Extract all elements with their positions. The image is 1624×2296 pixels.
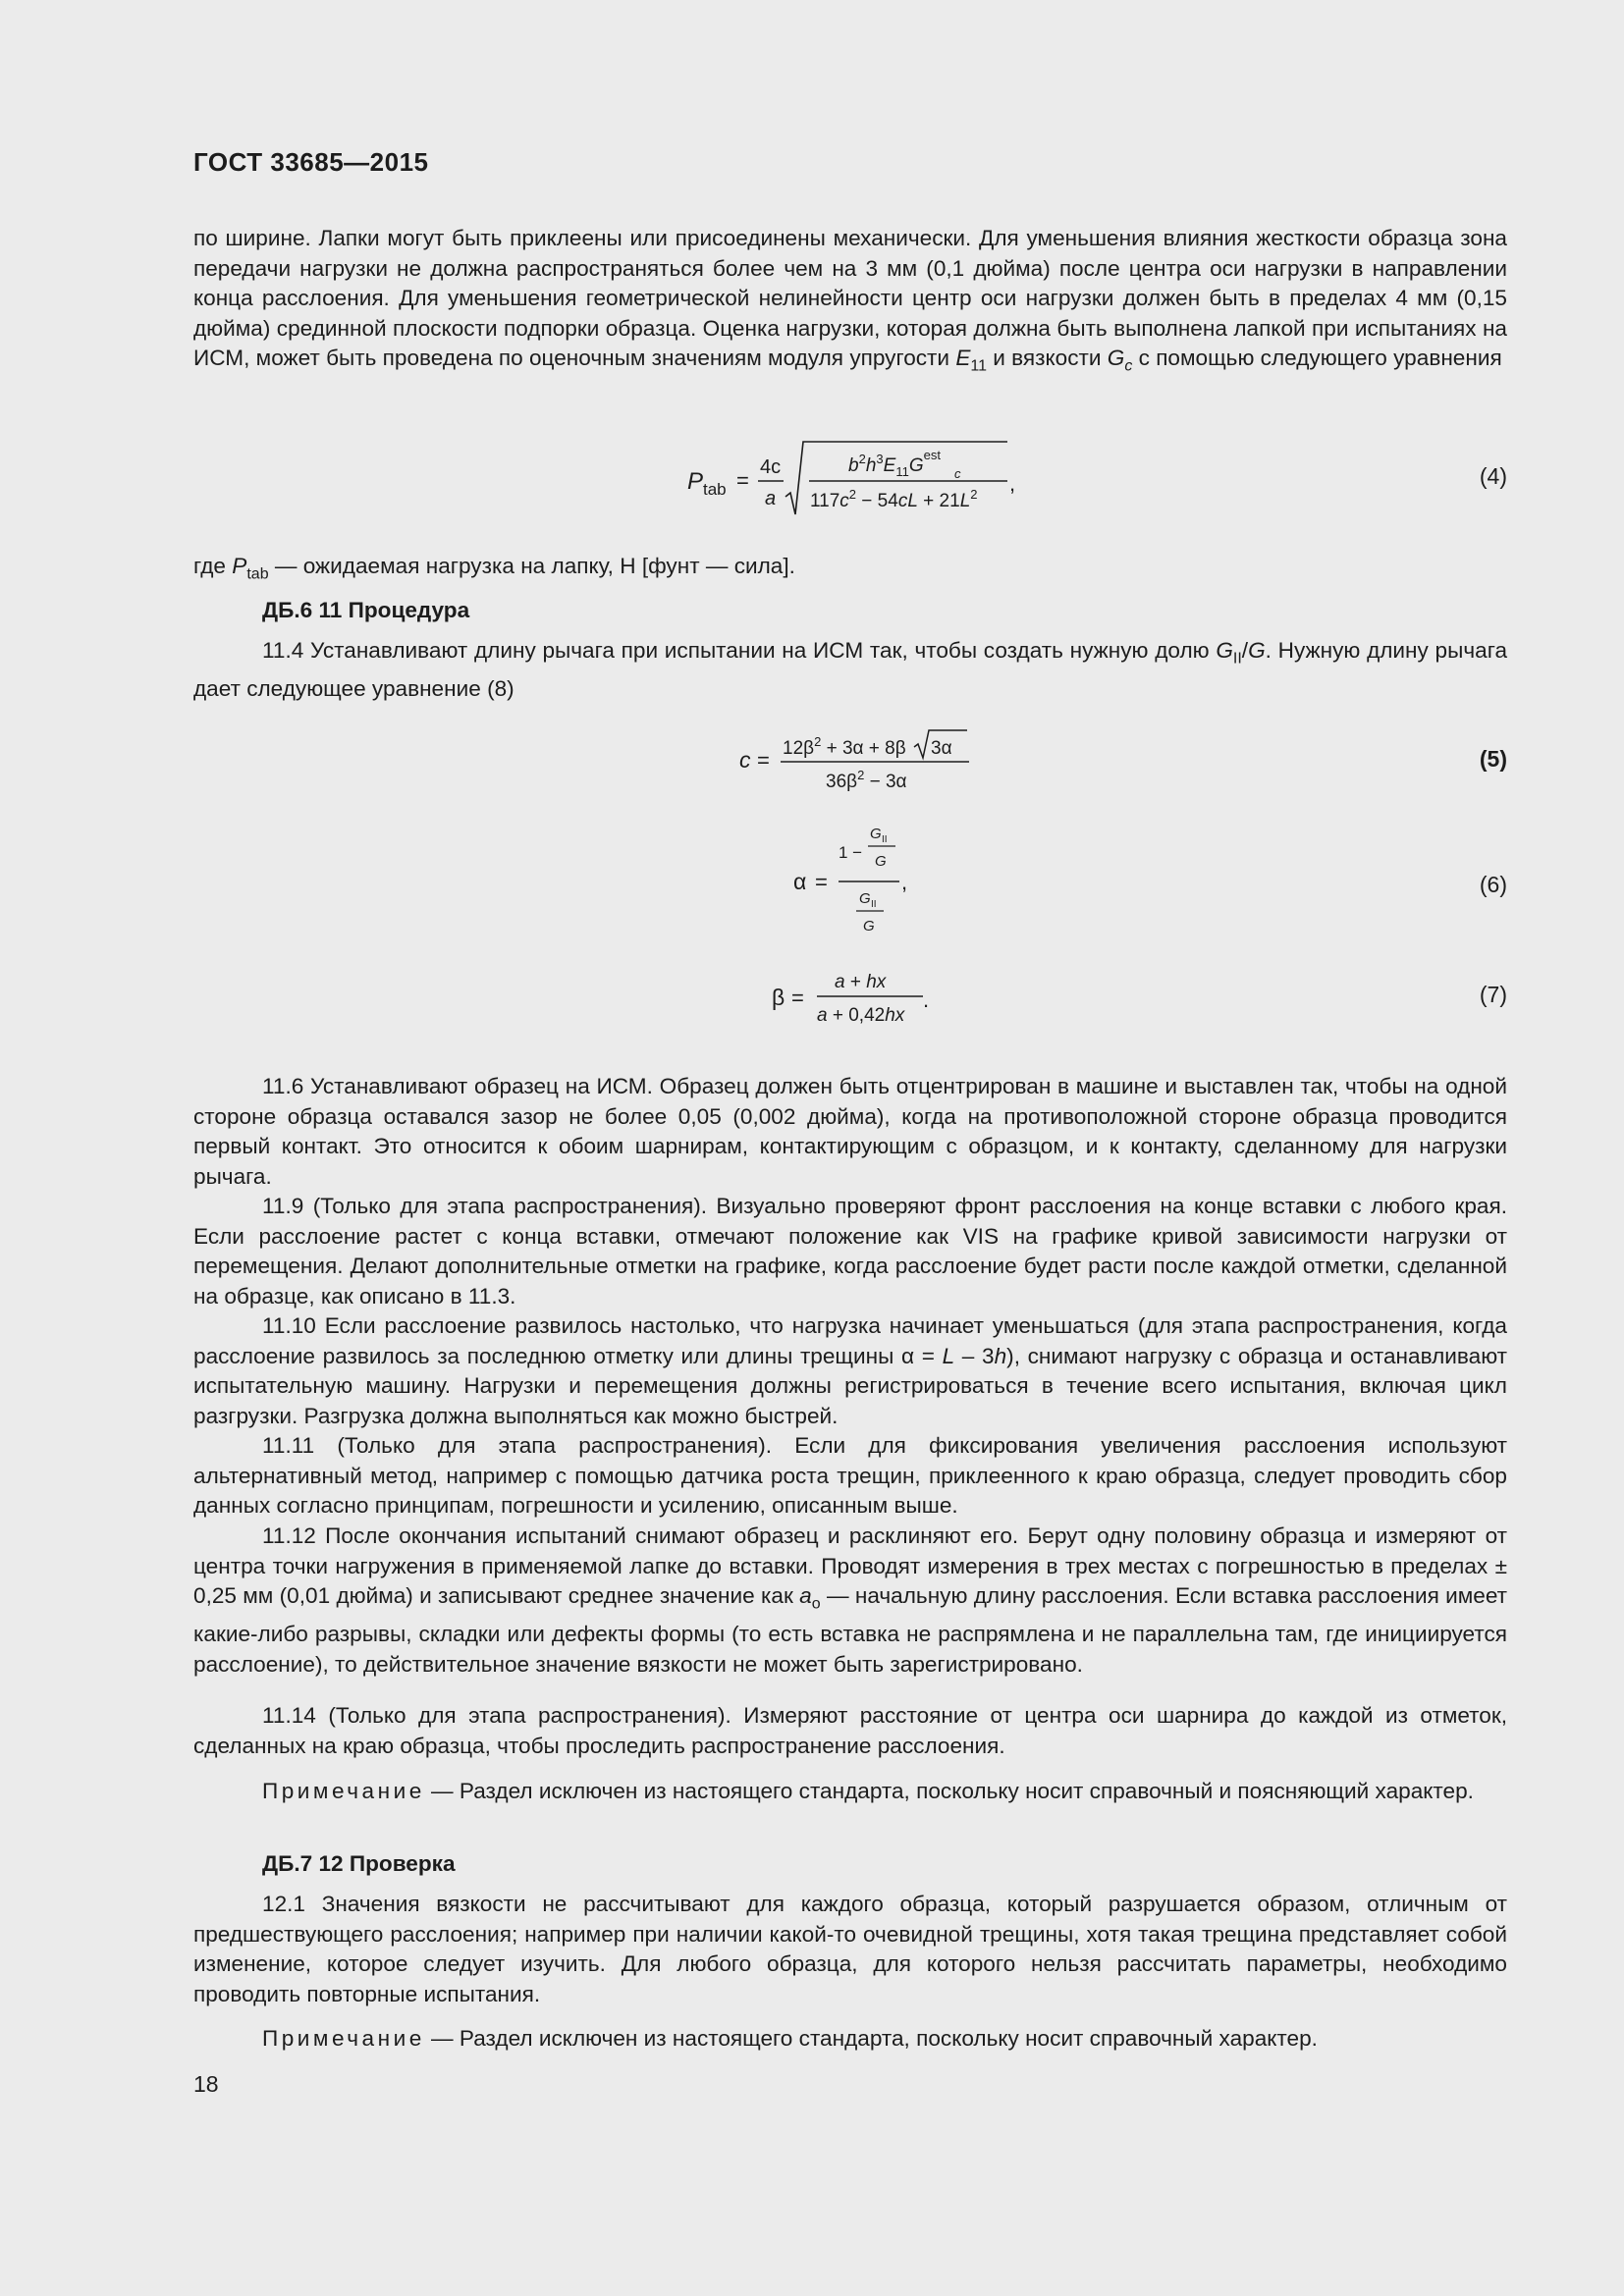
equation-7-number: (7) (1479, 982, 1507, 1007)
svg-text:G: G (875, 853, 887, 870)
svg-text:II: II (871, 899, 877, 910)
equation-4-number: (4) (1479, 463, 1507, 489)
equation-6 (785, 821, 923, 948)
svg-text:G: G (863, 918, 875, 934)
paragraph-11-14: 11.14 (Только для этапа распространения). Измеряют расстояние от центра оси шарнира до каждой из отметок, сделанных на краю образца, чтобы проследить распространение расслоения. (193, 1703, 1507, 1758)
paragraph-11-4: 11.4 Устанавливают длину рычага при испытании на ИСМ так, чтобы создать нужную долю $G_{II}/G$. Нужную длину рычага дает следующее уравнение (8) (193, 638, 1508, 702)
svg-text:.: . (923, 988, 930, 1012)
svg-text:=: = (736, 468, 749, 493)
svg-text:II: II (882, 834, 888, 845)
svg-text:36β2 − 3α: $36\beta^2 - 3\alpha$ (826, 768, 907, 792)
note-verification: Примечание — Раздел исключен из настоящего стандарта, поскольку носит справочный характер. (262, 2026, 1318, 2051)
equation-5 (731, 722, 987, 801)
intro-paragraph: по ширине. Лапки могут быть приклеены или присоединены механически. Для уменьшения влияния жесткости образца зона передачи нагрузки не должна распространяться более чем на 3 мм (0,1 дюйма) после центра оси нагрузки в направлении конца расслоения. Для уменьшения геометрической нелинейности центр оси нагрузки должен быть в пределах 4 мм (0,15 дюйма) срединной плоскости подпорки образца. Оценка нагрузки, которая должна быть выполнена лапкой при испытаниях на ИСМ, может быть проведена по оценочным значениям модуля упругости $E_{11}$ и вязкости $G_c$ с помощью следующего уравнения (193, 226, 1507, 375)
page-number: 18 (193, 2071, 219, 2097)
document-header: ГОСТ 33685—2015 (193, 147, 429, 177)
paragraph-12-1: 12.1 Значения вязкости не рассчитывают для каждого образца, который разрушается образом, отличным от предшествующего расслоения; например при наличии какой-то очевидной трещины, хотя такая трещина представляет собой изменение, которое следует изучить. Для любого образца, для которого нельзя рассчитать параметры, необходимо проводить повторные испытания. (193, 1892, 1507, 2006)
svg-text:,: , (1009, 471, 1016, 496)
svg-text:G: G (870, 826, 882, 842)
svg-text:4c: 4c (760, 456, 782, 478)
svg-text:117c2 − 54cL + 21L2: $117c^2 - 54cL + 21L^2$ (810, 487, 978, 511)
paragraph-11-6: 11.6 Устанавливают образец на ИСМ. Образец должен быть отцентрирован в машине и выставлен так, чтобы на одной стороне образца оставался зазор не более 0,05 (0,002 дюйма), когда на противоположной стороне образца проводится первый контакт. Это относится к обоим шарнирам, контактирующим с образцом, и к контакту, сделанному для нагрузки рычага. (193, 1074, 1507, 1189)
svg-text:3α: 3α (931, 738, 952, 759)
equation-5-number: (5) (1479, 746, 1507, 772)
svg-text:tab: tab (703, 480, 727, 499)
svg-text:12β2 + 3α + 8β: $12\beta^2 + 3\alpha + 8\beta$ (783, 734, 906, 759)
paragraph-11-9: 11.9 (Только для этапа распространения). Визуально проверяют фронт расслоения на конце вставки с любого края. Если расслоение растет с конца вставки, отмечают положение как VIS на графике кривой зависимости нагрузки от перемещения. Делают дополнительные отметки на графике, когда расслоение будет расти после каждой отметки, сделанной на образце, как описано в 11.3. (193, 1194, 1507, 1308)
svg-text:c: c (954, 466, 961, 481)
svg-text:=: = (757, 748, 770, 773)
svg-text:1 −: 1 − (839, 843, 863, 862)
svg-text:P: P (687, 468, 704, 495)
svg-text:a + 0,42hx: a + 0,42hx (817, 1005, 905, 1026)
section-title-verification: ДБ.7 12 Проверка (262, 1851, 456, 1876)
where-clause: где $P_{tab}$ — ожидаемая нагрузка на лапку, Н [фунт — сила]. (193, 554, 795, 583)
section-title-procedure: ДБ.6 11 Процедура (262, 598, 470, 622)
svg-text:=: = (791, 986, 804, 1010)
svg-text:a + hx: a + hx (835, 972, 887, 992)
equation-4 (677, 432, 1031, 530)
paragraph-11-10: 11.10 Если расслоение развилось настолько, что нагрузка начинает уменьшаться (для этапа распространения, когда расслоение развилось за последнюю отметку или длины трещины α = L – 3h), снимают нагрузку с образца и останавливают испытательную машину. Нагрузки и перемещения должны регистрироваться в течение всего испытания, включая цикл разгрузки. Разгрузка должна выполняться как можно быстрей. (193, 1313, 1507, 1428)
svg-text:c: c (739, 747, 751, 773)
note-procedure: Примечание — Раздел исключен из настоящего стандарта, поскольку носит справочный и поясняющий характер. (262, 1779, 1474, 1803)
paragraph-11-11: 11.11 (Только для этапа распространения). Если для фиксирования увеличения расслоения используют альтернативный метод, например с помощью датчика роста трещин, приклеенного к краю образца, следует проводить сбор данных согласно принципам, погрешности и усилению, описанным выше. (193, 1433, 1507, 1519)
svg-text:b2h3E11Gest: $b^2h^3E_{11}G^{est}$ (848, 448, 941, 479)
svg-text:=: = (815, 870, 828, 894)
svg-text:β: β (772, 985, 785, 1010)
paragraph-11-12: 11.12 После окончания испытаний снимают образец и расклиняют его. Берут одну половину образца и измеряют от центра точки нагружения в применяемой лапке до вставки. Проводят измерения в трех местах с погрешностью в пределах ± 0,25 мм (0,01 дюйма) и записывают среднее значение как $a_o$ — начальную длину расслоения. Если вставка расслоения имеет какие-либо разрывы, складки или дефекты формы (то есть вставка не распрямлена и не параллельна там, где инициируется расслоение), то действительное значение вязкости не может быть зарегистрировано. (193, 1523, 1507, 1677)
svg-text:α: α (793, 869, 807, 894)
svg-text:a: a (765, 488, 777, 509)
equation-6-number: (6) (1479, 872, 1507, 897)
svg-text:G: G (859, 890, 871, 907)
svg-text:,: , (901, 870, 908, 894)
equation-7 (766, 964, 943, 1035)
